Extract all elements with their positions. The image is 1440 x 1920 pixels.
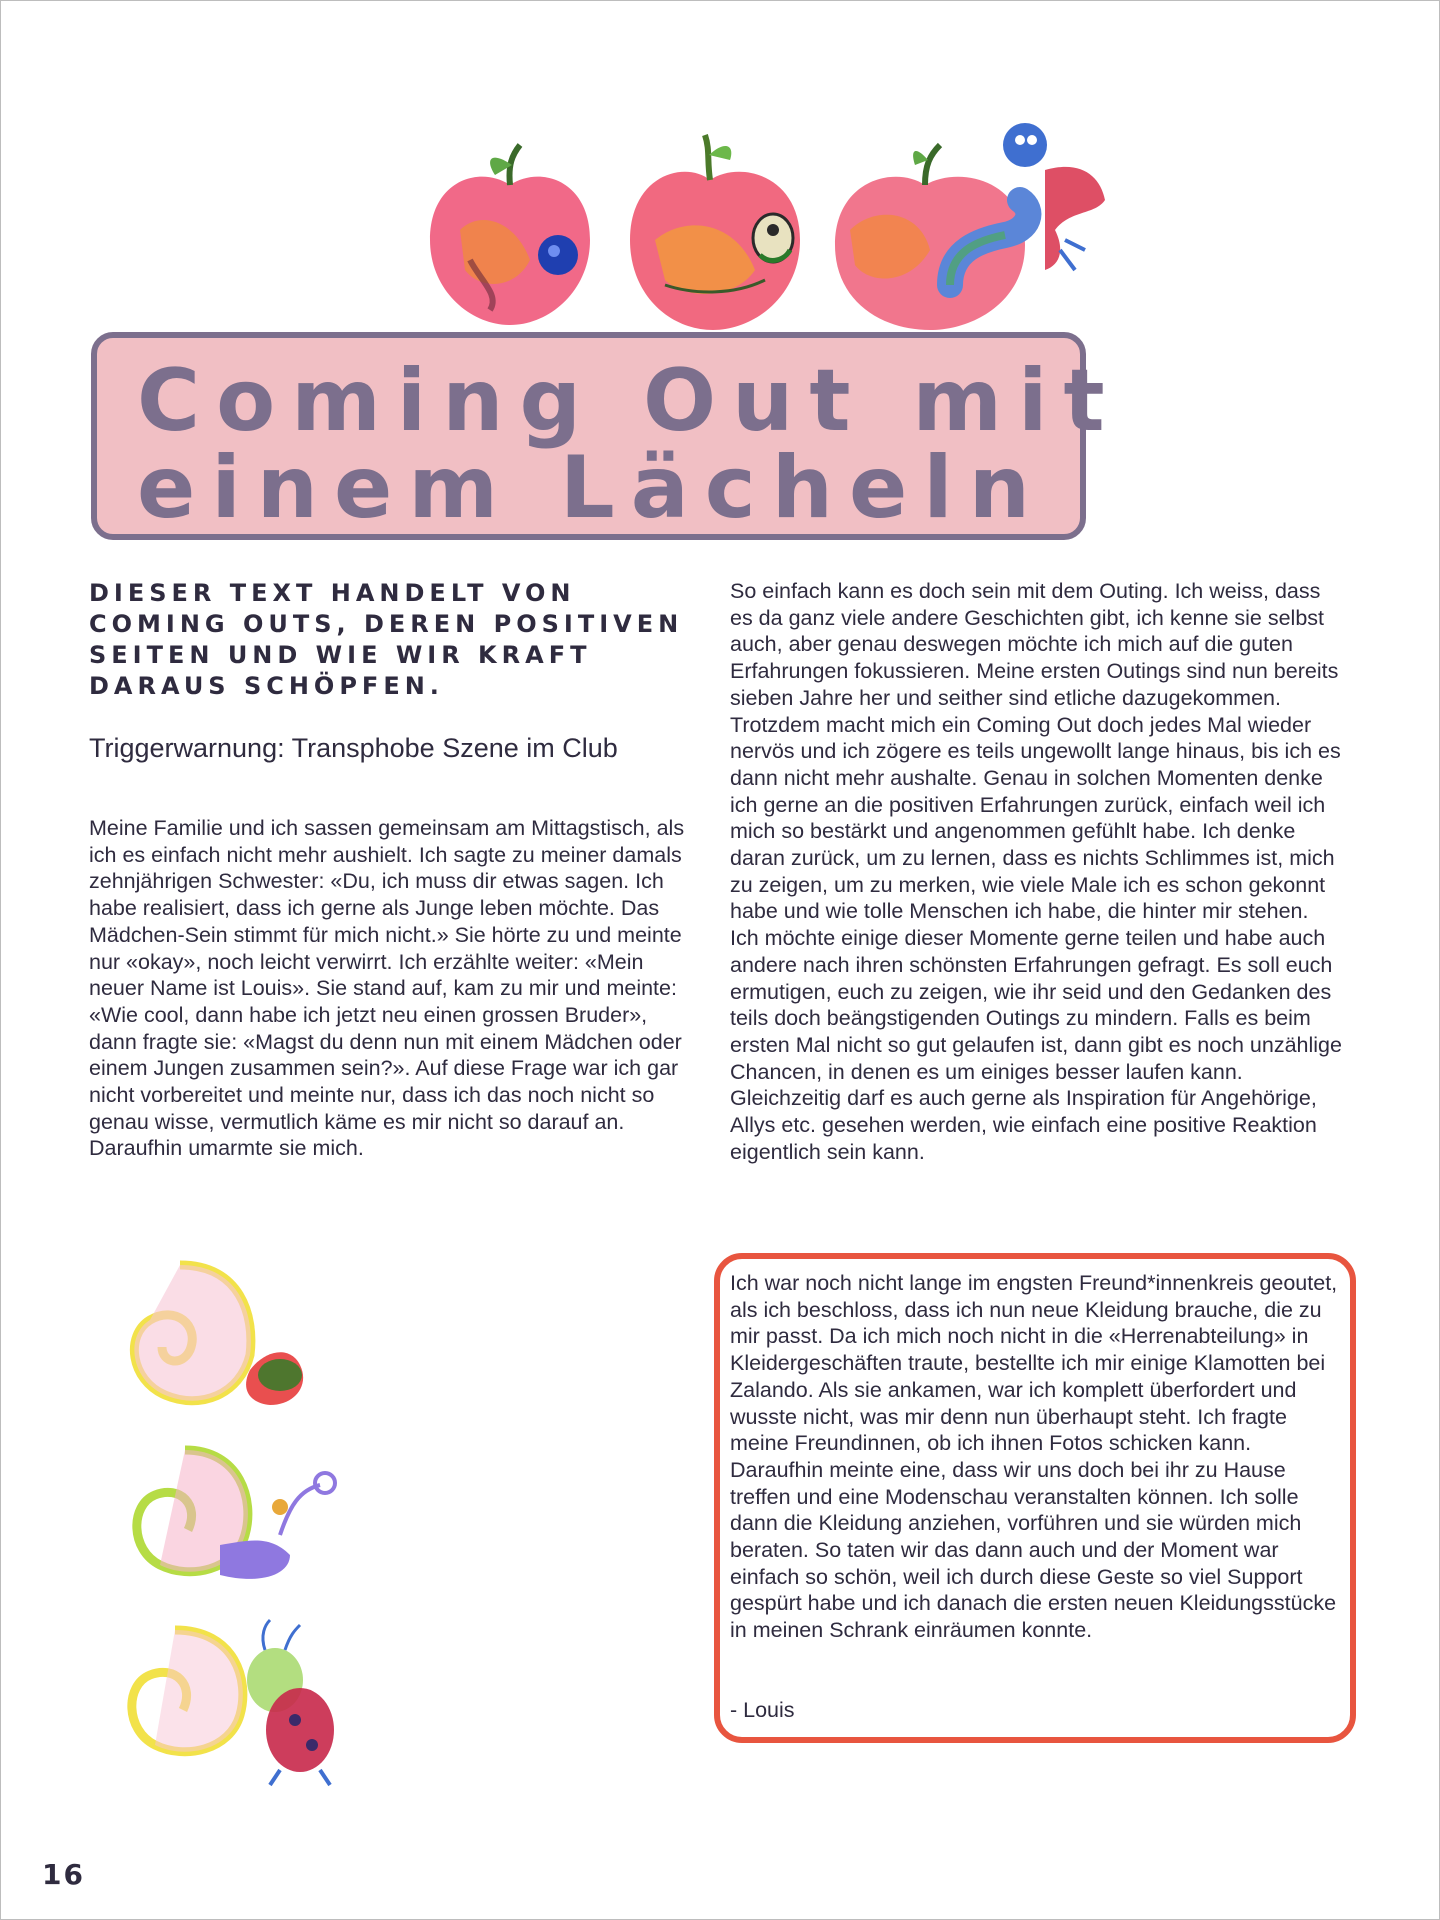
apples-illustration: [420, 120, 1180, 335]
snail-with-ladybug-drawing: [132, 1620, 334, 1785]
quote-text: Ich war noch nicht lange im engsten Freund*innenkreis geoutet, als ich beschloss, dass ich nun neue Kleidung brauche, die zu mir passt. Da ich mich noch nicht in die «Herrenabteilung» in Kleidergeschäften traute, bestellte ich mir einige Klamotten bei Zalando. Als sie ankamen, war ich komplett überfordert und wusste nicht, was mir denn nun überhaupt steht. Ich fragte meine Freundinnen, ob ich ihnen Fotos schicken kann. Daraufhin meinte eine, dass wir uns doch bei ihr zu Hause treffen und eine Modenschau veranstalten können. Ich solle dann die Kleidung anziehen, vorführen und sie würden mich beraten. So taten wir das dann auch und der Moment war einfach so schön, weil ich durch diese Geste so viel Support gespürt habe und ich danach die ersten neuen Kleidungsstücke in meinen Schrank einräumen konnte.: [730, 1271, 1338, 1643]
title-line-2: einem Lächeln: [137, 438, 1046, 538]
quote-author: - Louis: [730, 1698, 795, 1722]
trigger-warning: Triggerwarnung: Transphobe Szene im Club: [89, 733, 618, 763]
apple-with-worm-drawing: [630, 135, 800, 330]
apple-with-caterpillar-drawing: [835, 123, 1105, 330]
title-line-1: Coming Out mit: [137, 351, 1121, 451]
intro-paragraph: So einfach kann es doch sein mit dem Outing. Ich weiss, dass es da ganz viele andere Geschichten gibt, ich kenne sie selbst auch, aber genau deswegen möchte ich mich auf die guten Erfahrungen fokussieren. Meine ersten Outings sind nun bereits sieben Jahre her und seither sind etliche dazugekommen. Trotzdem macht mich ein Coming Out doch jedes Mal wieder nervös und ich zögere es teils ungewollt lange hinaus, bis ich es dann nicht mehr aushalte. Genau in solchen Momenten denke ich gerne an die positiven Erfahrungen zurück, einfach weil ich mich so bestärkt und angenommen gefühlt habe. Ich denke daran zurück, um zu lernen, dass es nichts Schlimmes ist, mich zu zeigen, um zu merken, wie viele Male ich es schon gekonnt habe und wie tolle Menschen ich habe, die hinter mir stehen. Ich möchte einige dieser Momente gerne teilen und habe auch andere nach ihren schönsten Erfahrungen gefragt. Es soll euch ermutigen, euch zu zeigen, wie ihr seid und den Gedanken des teils doch beängstigenden Outings zu mindern. Falls es beim ersten Mal nicht so gut gelaufen ist, dann gibt es noch unzählige Chancen, in denen es um einiges besser laufen kann. Gleichzeitig darf es auch gerne als Inspiration für Angehörige, Allys etc. gesehen werden, wie einfach eine positive Reaktion eigentlich sein kann.: [730, 579, 1342, 1164]
apple-with-eye-drawing: [430, 145, 590, 325]
snails-illustration: [90, 1255, 380, 1790]
snail-with-antennae-drawing: [137, 1450, 335, 1579]
lead-paragraph: DIESER TEXT HANDELT VON COMING OUTS, DEREN POSITIVEN SEITEN UND WIE WIR KRAFT DARAUS SCHÖPFEN.: [89, 579, 684, 700]
title-box: [91, 332, 1121, 540]
snail-with-apple-drawing: [134, 1265, 303, 1405]
page-number: 16: [42, 1858, 85, 1891]
story-paragraph: Meine Familie und ich sassen gemeinsam am Mittagstisch, als ich es einfach nicht mehr aushielt. Ich sagte zu meiner damals zehnjährigen Schwester: «Du, ich muss dir etwas sagen. Ich habe realisiert, dass ich gerne als Junge leben möchte. Das Mädchen-Sein stimmt für mich nicht.» Sie hörte zu und meinte nur «okay», noch leicht verwirrt. Ich erzählte weiter: «Mein neuer Name ist Louis». Sie stand auf, kam zu mir und meinte: «Wie cool, dann habe ich jetzt neu einen grossen Bruder», dann fragte sie: «Magst du denn nun mit einem Mädchen oder einem Jungen zusammen sein?». Auf diese Frage war ich gar nicht vorbereitet und meinte nur, dass ich das noch nicht so genau wisse, vermutlich käme es mir nicht so darauf an. Daraufhin umarmte sie mich.: [89, 816, 685, 1161]
